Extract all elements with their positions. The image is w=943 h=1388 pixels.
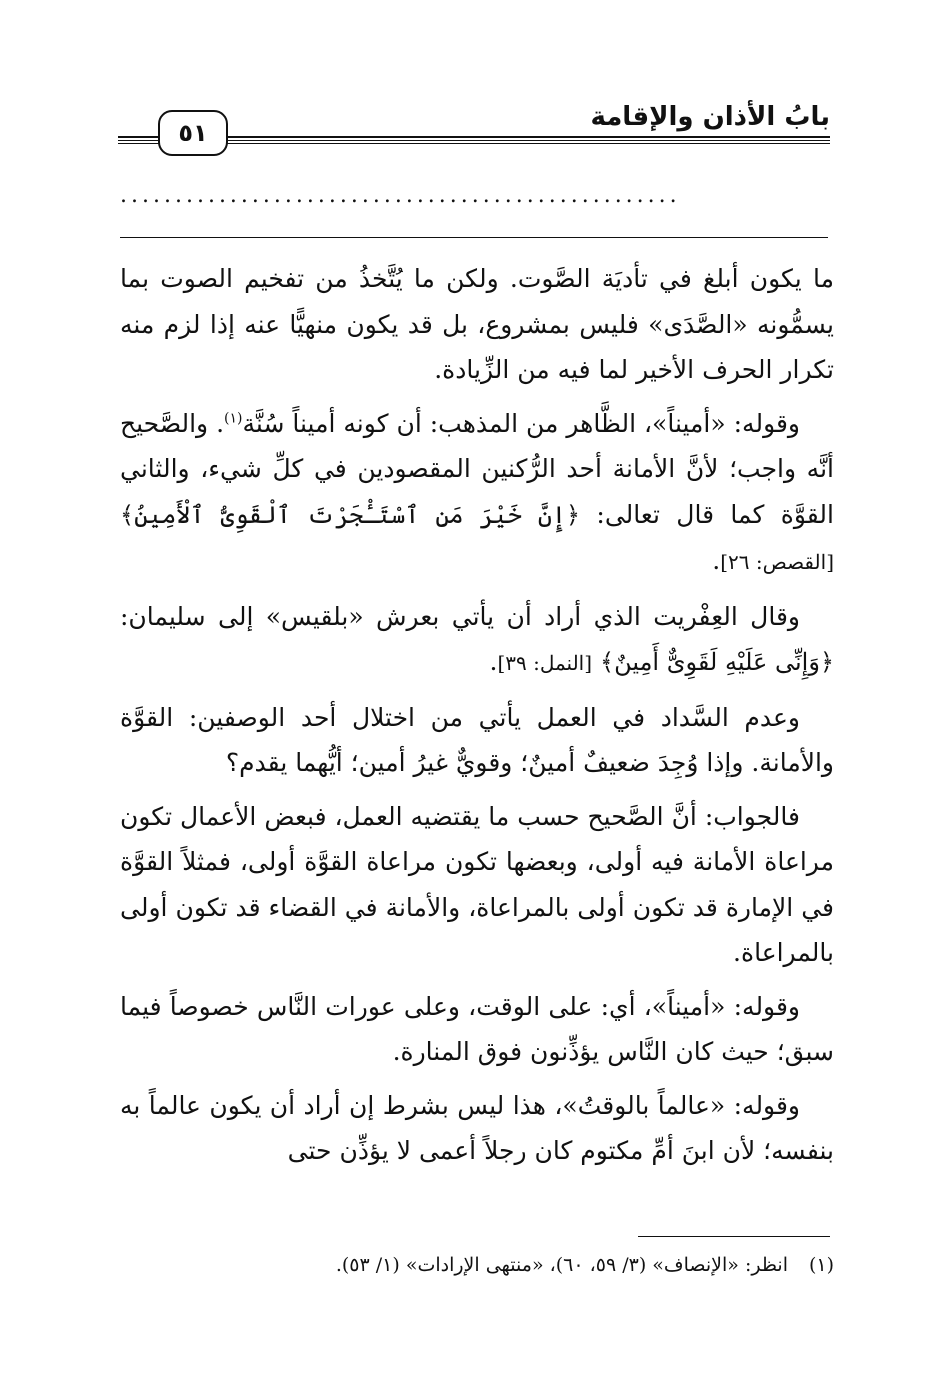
paragraph-end: . xyxy=(712,546,721,575)
paragraph-text: . والصَّحيح أنَّه واجب؛ لأنَّ الأمانة أحد الرُّكنين المقصودين في كلِّ شيء، والثاني القوَّة كما قال تعالى: xyxy=(120,408,834,529)
page-header xyxy=(118,100,830,156)
body-text xyxy=(120,256,834,1182)
paragraph-text: وقوله: «أميناً»، الظَّاهر من المذهب: أن كونه أميناً سُنَّة xyxy=(242,408,801,438)
paragraph-text: وقال العِفْريت الذي أراد أن يأتي بعرش «بلقيس» إلى سليمان: xyxy=(120,601,800,631)
verse-reference: [القصص: ٢٦] xyxy=(720,550,834,574)
paragraph: ما يكون أبلغ في تأديَة الصَّوت. ولكن ما يُتَّخذُ من تفخيم الصوت بما يسمُّونه «الصَّدَى» فليس بمشروع، بل قد يكون منهيًّا عنه إذا لزم منه تكرار الحرف الأخير لما فيه من الزِّيادة. xyxy=(120,264,834,384)
chapter-title: بابُ الأذان والإقامة xyxy=(580,100,830,134)
footnote xyxy=(120,1248,834,1282)
top-rule xyxy=(120,237,828,238)
paragraph: وقوله: «عالماً بالوقتُ»، هذا ليس بشرط إن أراد أن يكون عالماً به بنفسه؛ لأن ابنَ أمِّ مكتوم كان رجلاً أعمى لا يؤذِّن حتى xyxy=(120,1090,834,1165)
footnote-number: (١) xyxy=(808,1254,834,1276)
dotted-separator: ................................................... xyxy=(120,184,681,208)
page-number: ٥١ xyxy=(158,110,228,156)
footnote-marker: (١) xyxy=(224,410,243,427)
quran-verse: ﴿إِنَّ خَيْرَ مَنِ ٱسْتَـْٔجَرْتَ ٱلْقَوِىُّ ٱلْأَمِينُ﴾ xyxy=(120,500,581,529)
paragraph: وعدم السَّداد في العمل يأتي من اختلال أحد الوصفين: القوَّة والأمانة. وإذا وُجِدَ ضعيفٌ أمينٌ؛ وقويٌّ غيرُ أمين؛ أيُّهما يقدم؟ xyxy=(120,702,834,777)
quran-verse: ﴿وَإِنِّى عَلَيْهِ لَقَوِىٌّ أَمِينٌ﴾ xyxy=(600,648,834,676)
paragraph xyxy=(120,594,834,687)
footnote-text: انظر: «الإنصاف» (٣/ ٥٩، ٦٠)، «منتهى الإرادات» (١/ ٥٣). xyxy=(335,1254,788,1276)
paragraph: وقوله: «أميناً»، أي: على الوقت، وعلى عورات النَّاس خصوصاً فيما سبق؛ حيث كان النَّاس يؤذِّنون فوق المنارة. xyxy=(120,991,834,1066)
paragraph xyxy=(120,401,834,586)
verse-reference: [النمل: ٣٩] xyxy=(497,651,593,675)
paragraph-end: . xyxy=(489,647,498,676)
paragraph: فالجواب: أنَّ الصَّحيح حسب ما يقتضيه العمل، فبعض الأعمال تكون مراعاة الأمانة فيه أولى، وبعضها تكون مراعاة القوَّة أولى، فمثلاً القوَّة في الإمارة قد تكون أولى بالمراعاة، والأمانة في القضاء قد تكون أولى بالمراعاة. xyxy=(120,801,834,967)
footnote-rule xyxy=(638,1236,830,1237)
